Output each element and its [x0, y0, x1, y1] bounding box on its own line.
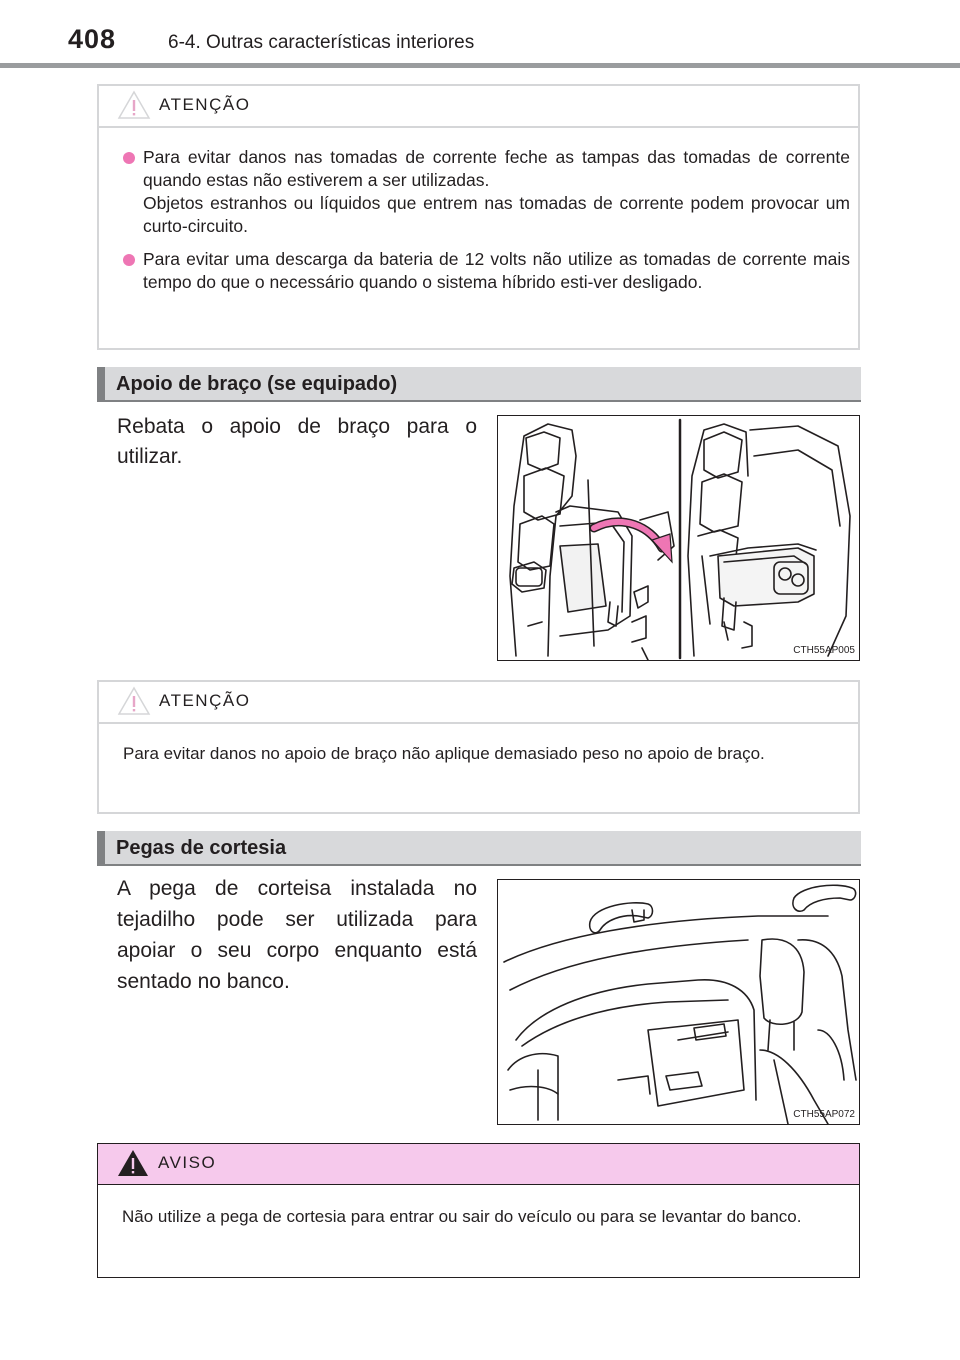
header-rule	[0, 63, 960, 68]
bullet-1-line-1: Para evitar danos nas tomadas de corrente feche as tampas das tomadas de corrente quando estas não estiverem a ser utilizadas.	[143, 147, 850, 190]
bullet-1-line-2: Objetos estranhos ou líquidos que entrem nas tomadas de corrente podem provocar um curto-circuito.	[143, 193, 850, 236]
caution-armrest-text: Para evitar danos no apoio de braço não aplique demasiado peso no apoio de braço.	[123, 744, 765, 763]
warning-triangle-icon	[116, 1148, 150, 1178]
grips-drawing	[498, 880, 860, 1125]
bullet-icon	[123, 254, 135, 266]
grips-description: A pega de corteisa instalada no tejadilho pode ser utilizada para apoiar o seu corpo enquanto está sentado no banco.	[117, 877, 477, 993]
caution-body	[99, 146, 858, 294]
caution-title: ATENÇÃO	[159, 691, 251, 710]
warning-box-grips	[97, 1143, 860, 1278]
bullet-icon	[123, 152, 135, 164]
caution-header	[99, 682, 858, 724]
caution-bullet-1	[123, 146, 850, 238]
caution-header	[99, 86, 858, 128]
warning-triangle-icon	[117, 90, 151, 120]
caution-bullet-2	[123, 248, 850, 294]
armrest-instruction: Rebata o apoio de braço para o utilizar.	[117, 415, 477, 468]
armrest-illustration	[497, 415, 860, 661]
warning-body	[98, 1185, 859, 1228]
page-number: 408	[68, 24, 117, 54]
warning-grips-text: Não utilize a pega de cortesia para entrar ou sair do veículo ou para se levantar do banco.	[122, 1207, 802, 1226]
page-header	[0, 0, 960, 70]
caution-box-power-outlets	[97, 84, 860, 350]
caution-body	[99, 724, 858, 765]
figure-id: CTH55AP072	[793, 1109, 855, 1120]
caution-title: ATENÇÃO	[159, 95, 251, 114]
figure-id: CTH55AP005	[793, 645, 855, 656]
heading-armrest-text: Apoio de braço (se equipado)	[116, 373, 398, 395]
warning-header	[98, 1144, 859, 1185]
grips-illustration	[497, 879, 860, 1125]
caution-box-armrest	[97, 680, 860, 814]
warning-triangle-icon	[117, 686, 151, 716]
heading-grips-text: Pegas de cortesia	[116, 837, 287, 859]
section-title: 6-4. Outras características interiores	[168, 32, 475, 53]
heading-grips	[97, 831, 861, 864]
bullet-2-line-1: Para evitar uma descarga da bateria de 12 volts não utilize as tomadas de corrente mais tempo do que o necessário quando o sistema híbrido esti-ver desligado.	[143, 249, 850, 292]
armrest-drawing	[498, 416, 860, 661]
heading-armrest	[97, 367, 861, 400]
warning-title: AVISO	[158, 1153, 217, 1172]
